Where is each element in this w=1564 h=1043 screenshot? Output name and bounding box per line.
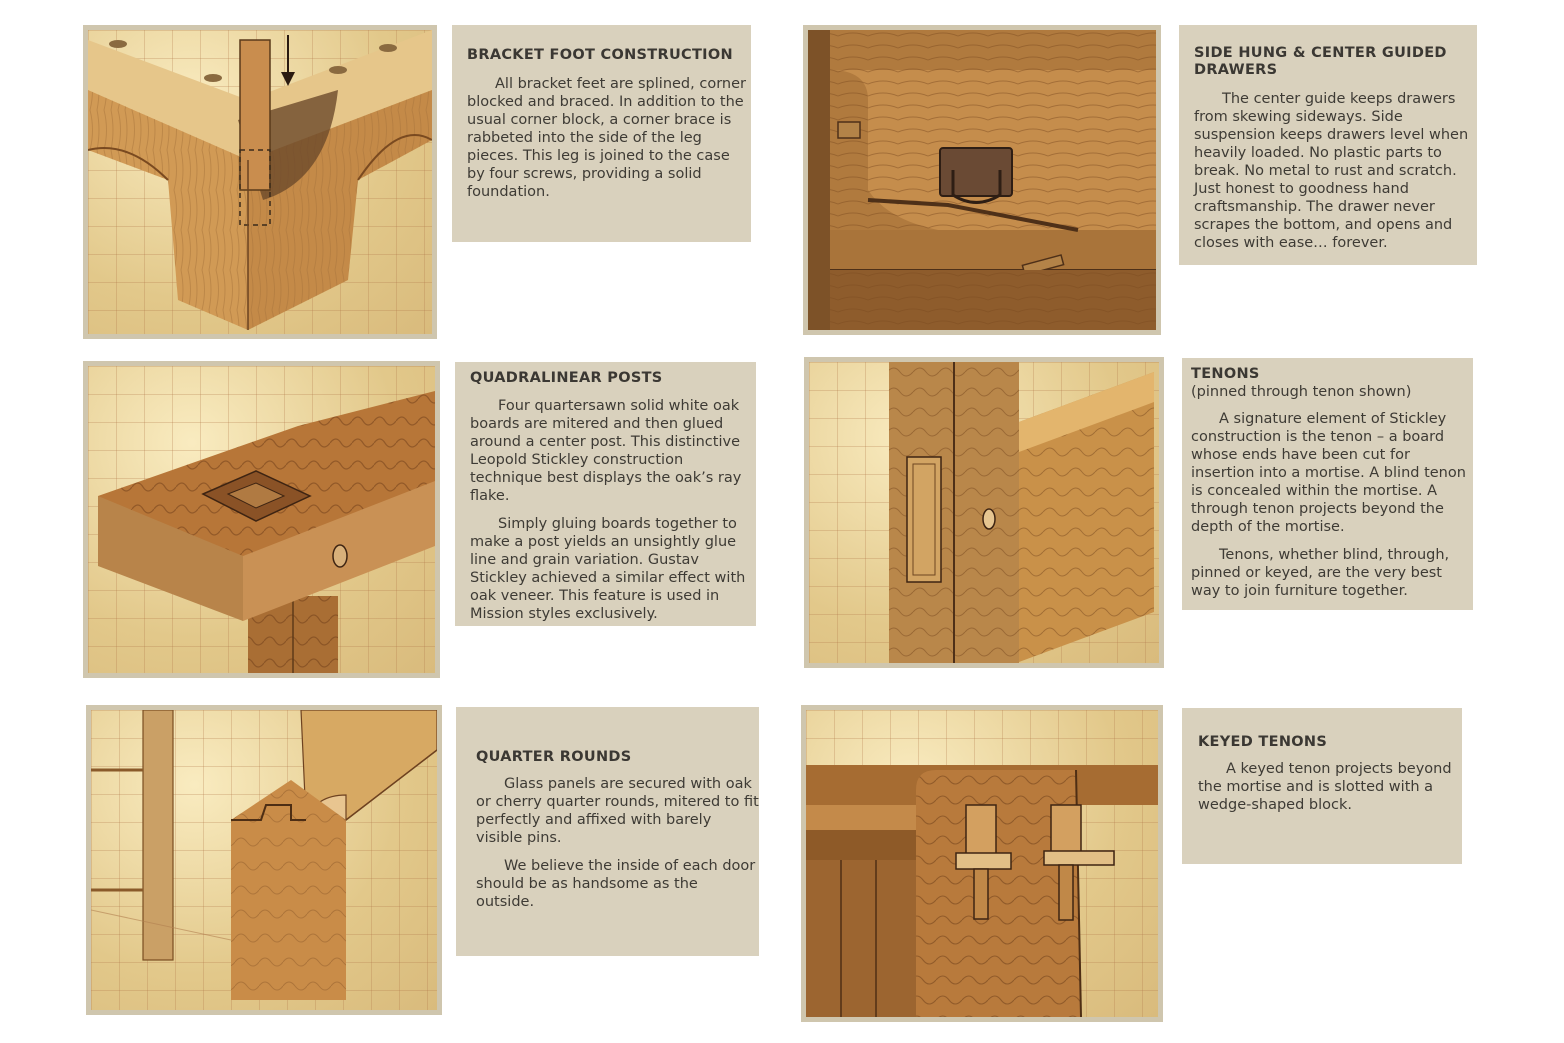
quadralinear-post-illustration	[83, 361, 440, 678]
section-paragraph: A signature element of Stickley construction is the tenon – a board whose ends have been cut for insertion into a mortise. A blind tenon is concealed within the mortise. A through tenon projects beyond the depth of the mortise.	[1191, 411, 1466, 535]
quarter-round-illustration	[86, 705, 442, 1015]
section-paragraph: Simply gluing boards together to make a post yields an unsightly glue line and grain variation. Gustav Stickley achieved a similar effect with oak veneer. This feature is used in Mission styles exclusively.	[470, 516, 746, 622]
section-paragraph: A keyed tenon projects beyond the mortise and is slotted with a wedge-shaped block.	[1198, 761, 1452, 813]
section-title: TENONS	[1191, 366, 1260, 382]
bracket-foot-caption	[452, 25, 751, 242]
section-title: QUADRALINEAR POSTS	[470, 370, 663, 386]
section-title: QUARTER ROUNDS	[476, 749, 632, 765]
section-title: KEYED TENONS	[1198, 734, 1328, 750]
section-paragraph: We believe the inside of each door should be as handsome as the outside.	[476, 858, 756, 910]
drawers-caption	[1179, 25, 1477, 265]
quarter-rounds-caption	[456, 707, 759, 956]
section-title: SIDE HUNG & CENTER GUIDED DRAWERS	[1194, 45, 1447, 78]
section-subtitle: (pinned through tenon shown)	[1191, 384, 1412, 400]
tenons-caption	[1182, 358, 1473, 610]
section-paragraph: All bracket feet are splined, corner blocked and braced. In addition to the usual corner block, a corner brace is rabbeted into the side of the leg pieces. This leg is joined to the case by four screws, providing a solid foundation.	[467, 76, 746, 200]
section-paragraph: Tenons, whether blind, through, pinned or keyed, are the very best way to join furniture together.	[1191, 547, 1450, 599]
section-paragraph: Four quartersawn solid white oak boards are mitered and then glued around a center post. This distinctive Leopold Stickley construction technique best displays the oak’s ray flake.	[470, 398, 742, 504]
posts-caption	[455, 362, 756, 626]
section-paragraph: The center guide keeps drawers from skewing sideways. Side suspension keeps drawers level when heavily loaded. No plastic parts to break. No metal to rust and scratch. Just honest to goodness hand craftsmanship. The drawer never scrapes the bottom, and opens and closes with ease… forever.	[1194, 91, 1469, 251]
section-paragraph: Glass panels are secured with oak or cherry quarter rounds, mitered to fit perfectly and affixed with barely visible pins.	[476, 776, 759, 846]
section-title: BRACKET FOOT CONSTRUCTION	[467, 47, 733, 63]
bracket-foot-illustration	[83, 25, 437, 339]
keyed-tenon-illustration	[801, 705, 1163, 1022]
keyed-tenons-caption	[1182, 708, 1462, 864]
tenon-illustration	[804, 357, 1164, 668]
drawer-illustration	[803, 25, 1161, 335]
